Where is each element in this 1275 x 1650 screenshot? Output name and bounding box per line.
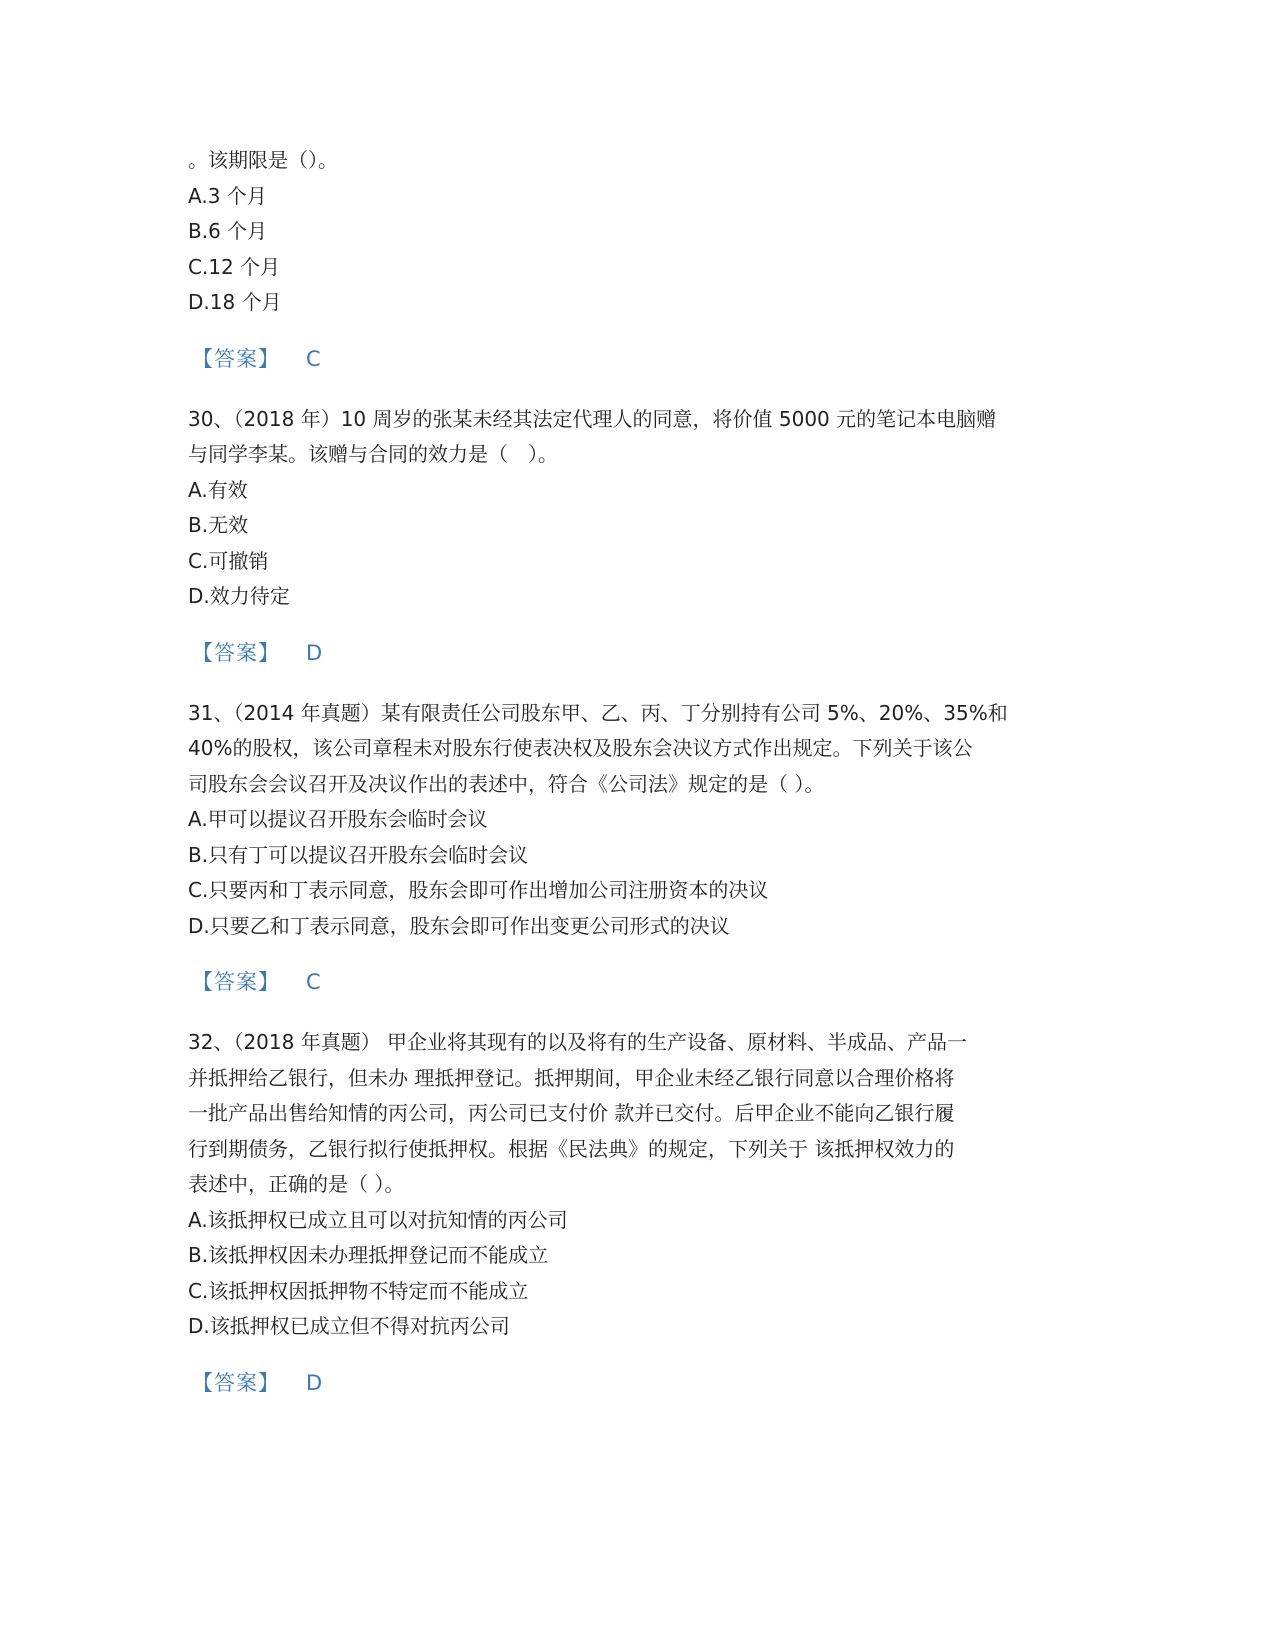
option-b: B.该抵押权因未办理抵押登记而不能成立	[188, 1243, 549, 1267]
answer-line	[188, 1368, 1088, 1398]
question-stem-line: 一批产品出售给知情的丙公司，丙公司已支付价 款并已交付。后甲企业不能向乙银行履	[188, 1101, 955, 1125]
option-c: C.只要丙和丁表示同意，股东会即可作出增加公司注册资本的决议	[188, 878, 769, 902]
option-b: B.6 个月	[188, 219, 268, 243]
answer-label: 【答案】	[192, 346, 280, 371]
question-stem-line: 表述中，正确的是（ ）。	[188, 1172, 405, 1196]
option-d: D.该抵押权已成立但不得对抗丙公司	[188, 1314, 510, 1338]
document-page	[188, 143, 1088, 1426]
question-stem-line: 32、（2018 年真题） 甲企业将其现有的以及将有的生产设备、原材料、半成品、产品一	[188, 1030, 968, 1054]
option-a: A.有效	[188, 477, 248, 502]
question-stem-line: 31、（2014 年真题）某有限责任公司股东甲、乙、丙、丁分别持有公司 5%、20%、35%和	[188, 700, 1008, 725]
question-stem-line: 并抵押给乙银行，但未办 理抵押登记。抵押期间，甲企业未经乙银行同意以合理价格将	[188, 1065, 955, 1090]
question-block	[188, 696, 1088, 945]
option-c: C.可撤销	[188, 548, 269, 573]
option-a: A.该抵押权已成立且可以对抗知情的丙公司	[188, 1207, 568, 1232]
answer-value: D	[306, 640, 323, 665]
question-stem-line: 与同学李某。该赠与合同的效力是（ ）。	[188, 442, 558, 466]
option-b: B.只有丁可以提议召开股东会临时会议	[188, 842, 529, 867]
answer-line	[188, 967, 1088, 997]
option-a: A.3 个月	[188, 183, 267, 208]
answer-line	[188, 344, 1088, 374]
question-stem-line: 40%的股权，该公司章程未对股东行使表决权及股东会决议方式作出规定。下列关于该公	[188, 736, 973, 760]
answer-line	[188, 638, 1088, 668]
question-stem-line: 行到期债务，乙银行拟行使抵押权。根据《民法典》的规定，下列关于 该抵押权效力的	[188, 1136, 955, 1161]
answer-value: D	[306, 1370, 323, 1395]
option-c: C.该抵押权因抵押物不特定而不能成立	[188, 1278, 529, 1303]
answer-label: 【答案】	[192, 1370, 280, 1395]
option-d: D.18 个月	[188, 290, 282, 314]
option-d: D.只要乙和丁表示同意，股东会即可作出变更公司形式的决议	[188, 913, 730, 938]
question-stem-line: 30、（2018 年）10 周岁的张某未经其法定代理人的同意，将价值 5000 元的笔记本电脑赠	[188, 406, 997, 431]
question-stem-line: 司股东会会议召开及决议作出的表述中，符合《公司法》规定的是（ ）。	[188, 771, 825, 796]
answer-value: C	[306, 970, 321, 994]
option-b: B.无效	[188, 513, 249, 537]
question-block	[188, 1025, 1088, 1345]
option-d: D.效力待定	[188, 584, 290, 608]
question-stem-line: 。该期限是（）。	[188, 148, 338, 172]
question-block	[188, 402, 1088, 615]
option-c: C.12 个月	[188, 254, 281, 279]
answer-value: C	[306, 346, 321, 371]
question-block	[188, 143, 1088, 321]
answer-label: 【答案】	[192, 640, 280, 665]
answer-label: 【答案】	[192, 970, 280, 994]
option-a: A.甲可以提议召开股东会临时会议	[188, 807, 488, 831]
